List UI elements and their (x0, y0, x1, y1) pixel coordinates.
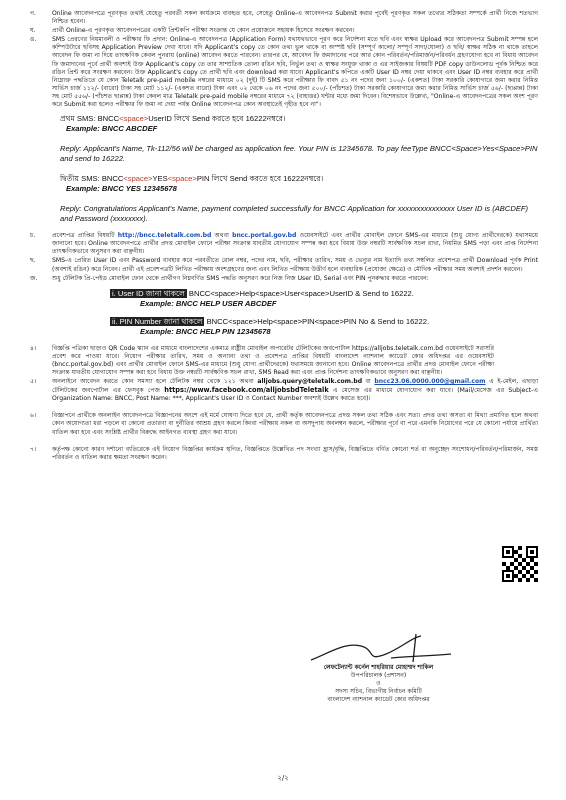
item-text: শুধু টেলিটক প্রি-পেইড মোবাইল ফোন থেকে প্রার্থীগণ নিম্নবর্ণিত SMS পদ্ধতি অনুসরণ করে নিজ নিজ User ID, Serial এবং PIN পুনরুদ্ধার করতে পারবেন: (52, 274, 429, 282)
facebook-link[interactable]: https://www.facebook.com/alljobsbdTeletalk (164, 386, 329, 395)
query-email-link[interactable]: alljobs.query@teletalk.com.bd (257, 378, 363, 386)
space-token: <space> (119, 114, 149, 124)
second-sms-instruction (60, 174, 538, 184)
item-text: কর্তৃপক্ষ কোনো কারণ দর্শানো ব্যতিরেকে এই নিয়োগ বিজ্ঞপ্তির কার্যক্রম স্থগিত, বিজ্ঞপ্তিতে উল্লেখিত পদ সংখ্যা হ্রাস/বৃদ্ধি, বিজ্ঞপ্তিতে বর্ণিত কোনো শর্ত বা অনুচ্ছেদ সংশোধন/পরিবর্তন/পরিমার্জন, সমস্ত পরিবর্তন ও বাতিল করার ক্ষমতা সংরক্ষণ করেন। (52, 445, 538, 461)
item-text-part: ওয়েবসাইটে এবং প্রার্থীর মোবাইল ফোনে SMS-এর মাধ্যমে (শুধু যোগ্য প্রার্থীদেরকে) যথাসময়ে জানানো হবে। Online আবেদনপত্রে প্রার্থীর প্রদত্ত মোবাইল ফোনে পরীক্ষা সংক্রান্ত যাবতীয় যোগাযোগ সম্পন্ন করা হবে বিধায় উক্ত নম্বরটি সার্বক্ষণিক সচল রাখা, নিয়মিত SMS পড়া এবং প্রাপ্ত নির্দেশনা তাৎক্ষণিকভাবে অনুসরণ করা বাঞ্ছনীয়। (52, 232, 538, 256)
item-u (30, 36, 538, 109)
page-number: ২/২ (277, 774, 289, 782)
item-number: ৪। (30, 344, 37, 352)
signature-block (291, 632, 466, 704)
item-c (30, 232, 538, 256)
tag-label-bn: জানা থাকলে (145, 288, 185, 298)
item-text: বিজ্ঞপ্তি পত্রিকা ছাড়াও QR Code স্ক্যান এর মাধ্যমে বাংলাদেশের একমাত্র রাষ্ট্রীয় মোবাইল অপারেটর টেলিটকের জবপোর্টাল https://alljobs.teletalk.com.bd ওয়েবসাইটে সরাসরি প্রবেশ করে পাওয়া যাবে। নিয়োগ পরীক্ষার তারিখ, সময় ও অন্যান্য তথ্য ও প্রবেশপত্র প্রাপ্তির বিষয়টি বাংলাদেশ ন্যাশনাল ক্যাডেট কোর অধিদপ্তর এর ওয়েবসাইট (bncc.portal.gov.bd) এবং প্রার্থীর মোবাইল ফোনে SMS-এর মাধ্যমে (শুধু যোগ্য প্রার্থীদেরকে) যথাসময়ে জানানো হবে। Online আবেদনপত্রে প্রার্থীর প্রদত্ত মোবাইল ফোনে পরীক্ষা সংক্রান্ত যাবতীয় যোগাযোগ সম্পন্ন করা হবে বিধায় উক্ত নম্বরটি সার্বক্ষণিক সচল রাখা, SMS Read করা এবং প্রাপ্ত নির্দেশনা তাৎক্ষণিকভাবে অনুসরণ করা বাঞ্ছনীয়। (52, 344, 494, 376)
item-text: SMS প্রেরণের নিয়মাবলী ও পরীক্ষার ফি প্রদান: Online-এ আবেদনপত্র (Application Form) যথাযথভাবে পূরণ করে নির্দেশনা মতে ছবি এবং স্বাক্ষর Upload করে আবেদনপত্র Submit সম্পন্ন হলে কম্পিউটারে ছবিসহ Application Preview দেখা যাবে। যদি Applicant's copy তে কোন তথ্য ভুল থাকে বা অস্পষ্ট ছবি (সম্পূর্ণ কালো/ সম্পূর্ণ সাদা/ঘোলা) ও ছবি/ স্বাক্ষর সঠিক না থাকে তাহলে আবেদন ফি জমা না দিয়ে তাৎক্ষণিক কেবল পুনরায় (online) আবেদন করতে পারবেন। তারপর যে, আবেদন ফি জমাদানের পরে আর কোন পরিবর্তন/পরিমার্জন/পরিবর্ধন গ্রহণযোগ্য হবে না বিধায় আবেদন ফি জমাদানের পূর্বে প্রার্থী অবশ্যই উক্ত Applicant's copy তে তার সাম্প্রতিক তোলা রঙিন ছবি, নির্ভুল তথ্য ও স্বাক্ষর সংযুক্ত থাকা ও এর সাইজকার বিষয়টি PDF copy ডাউনলোড পূর্বক নিশ্চিত করে রঙিন প্রিন্ট করে সংরক্ষণ করবেন। উক্ত Applicant's copy তে প্রার্থী ছবি এবং download করা যাবে। Applicant's কপিতে একটি User ID নম্বর দেয়া থাকবে এবং User ID নম্বর ব্যবহার করে প্রার্থী নিম্নোক্ত পদ্ধতিতে যে কোন Teletalk pre-paid mobile নম্বরের মাধ্যমে ০২ (দুই) টি SMS করে পরীক্ষার ফি বাবদ ৫১ নং পদের জন্য ১০০/- (একশত) টাকা সরকারি কোষাগারে জমা করার নিমিত্ত সার্ভিস চার্জ ১১২/- (বারো) টাকা সহ মোট ১১২/- (একশত বারো) টাকা এবং ০২ থেকে ০৬ নং পদের জন্য ৫০০/- (পাঁচশত) টাকা সরকারি কোষাগারে জমা করার নিমিত্ত সার্ভিস চার্জ ৫৬/- (ছাপ্পান্ন) টাকা সহ মোট ৫৫৬/- (পাঁচশত ছাপ্পান্ন) টাকা কেবল মাত্র Teletalk pre-paid mobile নম্বরের মাধ্যমে ৭২ (বাহাত্তর) ঘন্টার মধ্যে জমা দিবেন। বিশেষভাবে উল্লেখ্য, "Online-এ আবেদনপত্রের সকল অংশ পূরণ করে Submit করা হলেও পরীক্ষার ফি জমা না দেয়া পর্যন্ত Online আবেদনপত্র কোন অবস্থাতেই গৃহীত হবে না"। (52, 36, 538, 109)
item-text (52, 378, 538, 403)
handwritten-signature (291, 632, 466, 664)
tag-label: ii. PIN Number (112, 316, 162, 326)
item-text: প্রার্থী Online-এ পূরণকৃত আবেদনপত্রের একটি প্রিন্টকপি পরীক্ষা সংক্রান্ত যে কোন প্রয়োজনে সহায়ক হিসেবে সংরক্ষণ করবেন। (52, 27, 355, 35)
tag-label: i. User ID (112, 288, 144, 298)
help-pin-line: BNCC<space>Help<space>PIN<space>PIN No & Send to 16222. (206, 316, 430, 326)
numbered-item-6 (30, 412, 538, 436)
first-sms-instruction (60, 114, 538, 124)
help-pin-example: Example: BNCC HELP PIN 12345678 (140, 326, 271, 336)
pin-number-tag (110, 317, 204, 326)
user-id-tag (110, 289, 187, 298)
item-text: SMS-এ প্রেরিত User ID এবং Password ব্যবহার করে পরবর্তীতে রোল নম্বর, পদের নাম, ছবি, পরীক্ষার তারিখ, সময় ও ভেন্যুর নাম ইত্যাদি তথ্য সম্বলিত প্রবেশপত্র প্রার্থী Download পূর্বক Print (অবশ্যই রঙিন) করে নিবেন। প্রার্থী এই প্রবেশপত্রটি লিখিত পরীক্ষায় অংশগ্রহণের জন্য এবং লিখিত পরীক্ষায় উত্তীর্ণ হলে ব্যবহারিক (প্রযোজ্য ক্ষেত্রে) ও মৌখিক পরীক্ষার সময় অবশ্যই প্রদর্শন করবেন। (52, 257, 538, 273)
signatory-org: বাংলাদেশ ন্যাশনাল ক্যাডেট কোর অধিদপ্তর (327, 696, 430, 703)
item-number: ৭। (30, 445, 37, 453)
item-number: ৬। (30, 412, 37, 420)
item-text-part: অনলাইনে আবেদন করতে কোন সমস্যা হলে টেলিটক নম্বর থেকে ১২১ অথবা (52, 378, 254, 386)
item-text (52, 232, 538, 256)
first-sms-reply: Reply: Applicant's Name, Tk-112/56 will be charged as application fee. Your PIN is 12345678. To pay feeType BNCC<Space>Yes<Space>PIN and send to 16222. (60, 144, 538, 164)
item-text: Online আবেদনপত্রে পূরণকৃত তথ্যই যেহেতু পরবর্তী সকল কার্যক্রমে ব্যবহৃত হবে, সেহেতু Online-এ আবেদনপত্র Submit করার পূর্বেই পূরণকৃত সকল তথ্যের সঠিকতা সম্পর্কে প্রার্থী নিজে শতভাগ নিশ্চিত হবেন। (52, 10, 538, 26)
bncc-teletalk-link[interactable]: http://bncc.teletalk.com.bd (117, 232, 212, 240)
item-number: ঘ. (30, 27, 36, 35)
space-token: <space> (167, 174, 197, 184)
item-number: ঙ. (30, 36, 37, 44)
item-text-part: অথবা (214, 232, 229, 240)
item-number: জ. (30, 274, 38, 282)
sms-suffix: লিখে Send করতে হবে 16222নম্বরে। (174, 114, 286, 124)
numbered-item-4 (30, 345, 538, 377)
item-text-part: বা (365, 378, 371, 386)
numbered-item-7 (30, 446, 538, 462)
item-gh (30, 27, 538, 35)
space-token: <space> (123, 174, 153, 184)
sms-suffix: লিখে Send করতে হবে 16222নম্বরে। (211, 174, 324, 184)
pin-token: PIN (196, 174, 210, 184)
help-user-example: Example: BNCC HELP USER ABCDEF (140, 298, 277, 308)
item-text: বিজ্ঞাপনে প্রার্থীকে অনলাইন আবেদনপত্রে বিজ্ঞাপনের অংশে এই মর্মে ঘোষণা দিতে হবে যে, প্রার্থী কর্তৃক আবেদনপত্রে প্রদত্ত সকল তথ্য সঠিক এবং সত্য। প্রদত্ত তথ্য অসত্য বা মিথ্যা প্রমাণিত হলে অথবা কোন অযোগ্যতা ধরা পড়লে বা কোনো প্রতারণা বা দুর্নীতির আশ্রয় গ্রহণ করলে কিংবা পরীক্ষায় নকল বা অসদুপায় অবলম্বন করলে, পরীক্ষার পূর্বে বা পরে এমনকি নিয়োগের পরে যে কোনো পর্যায়ে প্রার্থিতা বাতিল করা হবে এবং সংশ্লিষ্ট প্রার্থীর বিরুদ্ধে আইনগত ব্যবস্থা গ্রহণ করা যাবে। (52, 412, 538, 436)
signatory-committee-role: সদস্য সচিব, বিভাগীয় নির্বাচন কমিটি (335, 688, 422, 695)
item-j (30, 275, 538, 283)
item-number: গ. (30, 10, 36, 17)
help-user-id (110, 289, 538, 299)
yes-token: YES (152, 174, 168, 184)
item-number: ছ. (30, 257, 36, 265)
sms-prefix: দ্বিতীয় SMS: BNCC (60, 174, 124, 184)
second-sms-example: Example: BNCC YES 12345678 (66, 184, 177, 194)
qr-code-icon[interactable] (502, 546, 538, 582)
numbered-item-5 (30, 378, 538, 403)
bncc-email-link[interactable]: bncc23.06.0000.000@gmail.com (374, 378, 486, 386)
userid-token: UserID (148, 114, 172, 124)
help-pin (110, 317, 538, 327)
item-g (30, 10, 538, 26)
item-text-part: এ ই-মেইল, এছাড়া টেলিটকের জবপোর্টাল এর ফেসবুক পেজ (52, 378, 538, 395)
item-number: ৫। (30, 378, 37, 386)
signatory-role-conj: ও (376, 680, 381, 687)
help-user-line: BNCC<space>Help<space>User<space>UserID & Send to 16222. (188, 288, 414, 298)
sms-prefix: প্রথম SMS: BNCC (60, 114, 120, 124)
bncc-portal-link[interactable]: bncc.portal.gov.bd (232, 232, 297, 240)
first-sms-example: Example: BNCC ABCDEF (66, 124, 158, 134)
signatory-name: লেফটেন্যান্ট কর্নেল শাহরিয়ার মোহাম্মদ শাকিল (323, 664, 434, 671)
item-number: চ. (30, 232, 36, 240)
signatory-role: উপপরিচালক (প্রশাসন) (350, 672, 407, 679)
item-text-part: এ মেসেজ এর মাধ্যমে যোগাযোগ করা যাবে। (Mail/মেসেজ এর Subject-এ Organization Name: BNCC, Post Name: ***, Applicant's User ID ও Contact Number অবশ্যই উল্লেখ করতে হবে)। (52, 387, 538, 403)
second-sms-reply: Reply: Congratulations Applicant's Name, payment completed successfully for BNCC Application for xxxxxxxxxxxxxxx User ID is (ABCDEF) and Password (xxxxxxxx). (60, 204, 529, 224)
item-ch (30, 257, 538, 273)
tag-label-bn: জানা থাকলে (163, 316, 203, 326)
item-text-part: প্রবেশপত্র প্রাপ্তির বিষয়টি (52, 232, 115, 240)
